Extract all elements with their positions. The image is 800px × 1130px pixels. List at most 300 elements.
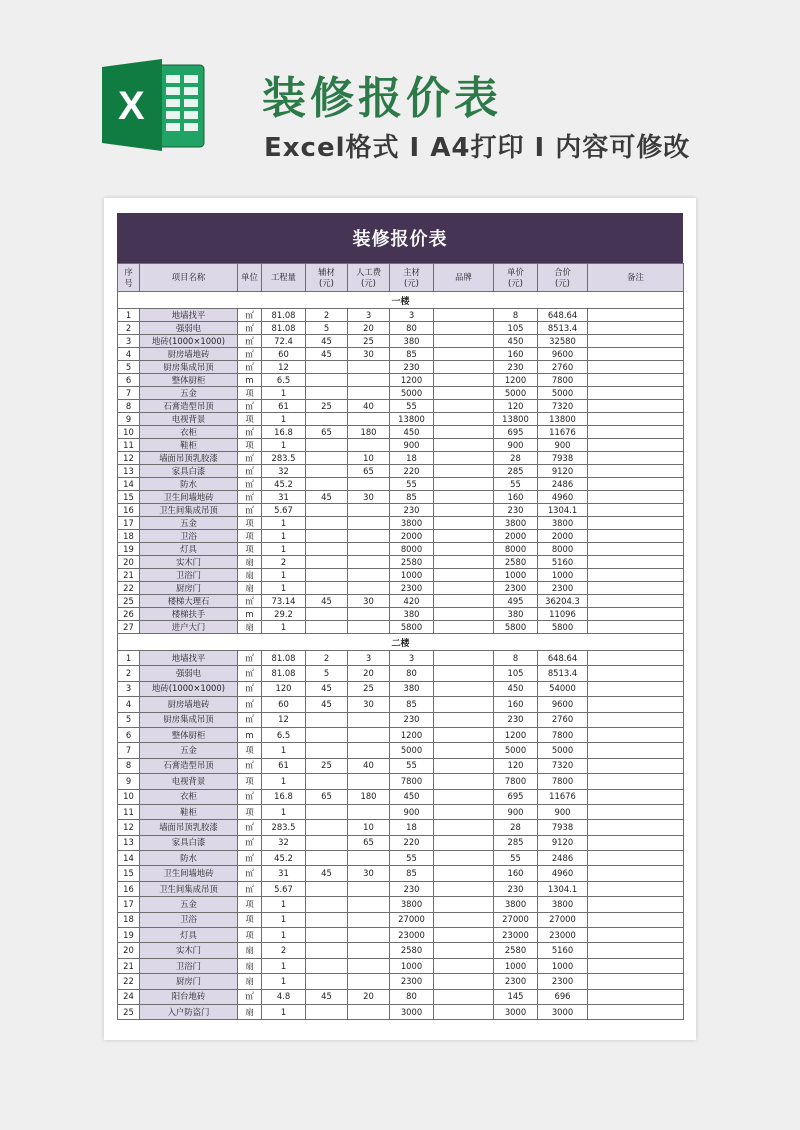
table-cell[interactable]: 28: [494, 820, 538, 835]
table-cell[interactable]: 18: [118, 530, 140, 543]
table-cell[interactable]: [306, 621, 348, 634]
table-cell[interactable]: 扇: [238, 569, 262, 582]
table-cell[interactable]: 卫生间墙地砖: [140, 866, 238, 881]
table-cell[interactable]: [348, 608, 390, 621]
table-cell[interactable]: 8000: [390, 543, 434, 556]
table-cell[interactable]: 7800: [494, 774, 538, 789]
table-cell[interactable]: [434, 681, 494, 696]
table-cell[interactable]: 扇: [238, 1004, 262, 1019]
table-cell[interactable]: [434, 387, 494, 400]
table-cell[interactable]: 1: [262, 517, 306, 530]
table-cell[interactable]: 80: [390, 322, 434, 335]
table-cell[interactable]: 扇: [238, 621, 262, 634]
table-cell[interactable]: 墙面吊顶乳胶漆: [140, 820, 238, 835]
table-cell[interactable]: 230: [494, 881, 538, 896]
table-cell[interactable]: [348, 543, 390, 556]
table-cell[interactable]: [588, 835, 684, 850]
table-cell[interactable]: [588, 897, 684, 912]
table-cell[interactable]: 9120: [538, 465, 588, 478]
table-cell[interactable]: 5: [306, 322, 348, 335]
table-cell[interactable]: [306, 374, 348, 387]
table-cell[interactable]: [434, 712, 494, 727]
table-cell[interactable]: 卫生间集成吊顶: [140, 881, 238, 896]
table-cell[interactable]: 6.5: [262, 727, 306, 742]
table-cell[interactable]: [588, 335, 684, 348]
table-cell[interactable]: 30: [348, 348, 390, 361]
table-cell[interactable]: 30: [348, 866, 390, 881]
table-cell[interactable]: [306, 743, 348, 758]
table-cell[interactable]: 22: [118, 974, 140, 989]
table-cell[interactable]: 五金: [140, 387, 238, 400]
table-cell[interactable]: [348, 974, 390, 989]
table-cell[interactable]: 20: [118, 943, 140, 958]
table-cell[interactable]: 10: [118, 426, 140, 439]
table-cell[interactable]: 3: [390, 309, 434, 322]
table-cell[interactable]: 1000: [538, 958, 588, 973]
table-cell[interactable]: ㎡: [238, 595, 262, 608]
table-cell[interactable]: 3800: [390, 517, 434, 530]
table-cell[interactable]: 420: [390, 595, 434, 608]
table-cell[interactable]: 21: [118, 958, 140, 973]
table-cell[interactable]: 14: [118, 851, 140, 866]
table-cell[interactable]: m: [238, 727, 262, 742]
table-cell[interactable]: 1304.1: [538, 881, 588, 896]
table-cell[interactable]: 80: [390, 666, 434, 681]
table-cell[interactable]: 2: [262, 943, 306, 958]
table-cell[interactable]: 17: [118, 897, 140, 912]
table-cell[interactable]: 地墙找平: [140, 651, 238, 666]
table-cell[interactable]: [588, 465, 684, 478]
table-cell[interactable]: 厨房集成吊顶: [140, 712, 238, 727]
table-cell[interactable]: 26: [118, 608, 140, 621]
table-cell[interactable]: 31: [262, 491, 306, 504]
table-cell[interactable]: [306, 727, 348, 742]
table-cell[interactable]: 220: [390, 835, 434, 850]
table-cell[interactable]: ㎡: [238, 478, 262, 491]
table-cell[interactable]: [306, 478, 348, 491]
table-cell[interactable]: 11096: [538, 608, 588, 621]
table-cell[interactable]: 2000: [390, 530, 434, 543]
table-cell[interactable]: [348, 504, 390, 517]
table-cell[interactable]: 五金: [140, 897, 238, 912]
table-cell[interactable]: 防水: [140, 478, 238, 491]
table-cell[interactable]: 9: [118, 413, 140, 426]
table-cell[interactable]: 8513.4: [538, 666, 588, 681]
table-cell[interactable]: 楼梯大理石: [140, 595, 238, 608]
table-cell[interactable]: 7800: [538, 774, 588, 789]
table-cell[interactable]: [434, 608, 494, 621]
table-cell[interactable]: 8: [494, 651, 538, 666]
table-cell[interactable]: 实木门: [140, 556, 238, 569]
table-cell[interactable]: 1000: [390, 569, 434, 582]
table-cell[interactable]: ㎡: [238, 851, 262, 866]
table-cell[interactable]: ㎡: [238, 465, 262, 478]
table-cell[interactable]: ㎡: [238, 361, 262, 374]
table-cell[interactable]: [434, 582, 494, 595]
table-cell[interactable]: [348, 556, 390, 569]
table-cell[interactable]: 3800: [538, 517, 588, 530]
table-cell[interactable]: [588, 820, 684, 835]
table-cell[interactable]: 16.8: [262, 426, 306, 439]
table-cell[interactable]: ㎡: [238, 666, 262, 681]
table-cell[interactable]: 2580: [494, 556, 538, 569]
table-cell[interactable]: 220: [390, 465, 434, 478]
table-cell[interactable]: 石膏造型吊顶: [140, 400, 238, 413]
table-cell[interactable]: 27000: [494, 912, 538, 927]
table-cell[interactable]: 5800: [390, 621, 434, 634]
table-cell[interactable]: [306, 517, 348, 530]
table-cell[interactable]: 900: [494, 804, 538, 819]
table-cell[interactable]: 3800: [538, 897, 588, 912]
table-cell[interactable]: 14: [118, 478, 140, 491]
table-cell[interactable]: 13800: [494, 413, 538, 426]
table-cell[interactable]: 2: [306, 651, 348, 666]
table-cell[interactable]: 1: [262, 912, 306, 927]
table-cell[interactable]: 696: [538, 989, 588, 1004]
table-cell[interactable]: 3800: [390, 897, 434, 912]
table-cell[interactable]: 40: [348, 400, 390, 413]
table-cell[interactable]: 卫生间集成吊顶: [140, 504, 238, 517]
table-cell[interactable]: 16.8: [262, 789, 306, 804]
table-cell[interactable]: ㎡: [238, 452, 262, 465]
table-cell[interactable]: [434, 912, 494, 927]
table-cell[interactable]: [588, 681, 684, 696]
table-cell[interactable]: [588, 569, 684, 582]
table-cell[interactable]: 5: [118, 712, 140, 727]
table-cell[interactable]: 45: [306, 989, 348, 1004]
table-cell[interactable]: 2300: [390, 974, 434, 989]
table-cell[interactable]: 18: [118, 912, 140, 927]
table-cell[interactable]: 5160: [538, 556, 588, 569]
table-cell[interactable]: 31: [262, 866, 306, 881]
table-cell[interactable]: 900: [538, 804, 588, 819]
table-cell[interactable]: [348, 478, 390, 491]
table-cell[interactable]: 85: [390, 491, 434, 504]
table-cell[interactable]: 380: [390, 335, 434, 348]
table-cell[interactable]: [306, 504, 348, 517]
table-cell[interactable]: 鞋柜: [140, 804, 238, 819]
table-cell[interactable]: [348, 743, 390, 758]
table-cell[interactable]: 五金: [140, 517, 238, 530]
table-cell[interactable]: [434, 943, 494, 958]
table-cell[interactable]: 2000: [494, 530, 538, 543]
table-cell[interactable]: [434, 666, 494, 681]
table-cell[interactable]: 7800: [538, 727, 588, 742]
table-cell[interactable]: [348, 439, 390, 452]
table-cell[interactable]: 卫浴门: [140, 958, 238, 973]
table-cell[interactable]: m: [238, 374, 262, 387]
table-cell[interactable]: [434, 758, 494, 773]
table-cell[interactable]: 阳台地砖: [140, 989, 238, 1004]
table-cell[interactable]: 4960: [538, 491, 588, 504]
table-cell[interactable]: 3800: [494, 897, 538, 912]
table-cell[interactable]: 180: [348, 789, 390, 804]
table-cell[interactable]: 卫浴: [140, 912, 238, 927]
table-cell[interactable]: 3: [348, 309, 390, 322]
table-cell[interactable]: 25: [306, 400, 348, 413]
table-cell[interactable]: [348, 727, 390, 742]
table-cell[interactable]: [306, 974, 348, 989]
table-cell[interactable]: 60: [262, 697, 306, 712]
table-cell[interactable]: [588, 361, 684, 374]
table-cell[interactable]: 1: [262, 413, 306, 426]
table-cell[interactable]: [588, 322, 684, 335]
table-cell[interactable]: 22: [118, 582, 140, 595]
table-cell[interactable]: 25: [118, 595, 140, 608]
table-cell[interactable]: [434, 426, 494, 439]
table-cell[interactable]: 1200: [494, 374, 538, 387]
table-cell[interactable]: m: [238, 608, 262, 621]
table-cell[interactable]: 5.67: [262, 504, 306, 517]
table-cell[interactable]: 65: [306, 789, 348, 804]
table-cell[interactable]: ㎡: [238, 989, 262, 1004]
table-cell[interactable]: 1: [262, 387, 306, 400]
table-cell[interactable]: 7: [118, 743, 140, 758]
table-cell[interactable]: ㎡: [238, 712, 262, 727]
table-cell[interactable]: 2: [262, 556, 306, 569]
table-cell[interactable]: 27000: [390, 912, 434, 927]
table-cell[interactable]: ㎡: [238, 820, 262, 835]
table-cell[interactable]: [588, 727, 684, 742]
table-cell[interactable]: 灯具: [140, 543, 238, 556]
table-cell[interactable]: [348, 881, 390, 896]
table-cell[interactable]: [588, 413, 684, 426]
table-cell[interactable]: [434, 697, 494, 712]
table-cell[interactable]: 1200: [494, 727, 538, 742]
table-cell[interactable]: 防水: [140, 851, 238, 866]
table-cell[interactable]: 项: [238, 912, 262, 927]
table-cell[interactable]: ㎡: [238, 504, 262, 517]
table-cell[interactable]: 145: [494, 989, 538, 1004]
table-cell[interactable]: ㎡: [238, 881, 262, 896]
table-cell[interactable]: 入户防盗门: [140, 1004, 238, 1019]
table-cell[interactable]: 13: [118, 465, 140, 478]
table-cell[interactable]: 厨房门: [140, 582, 238, 595]
table-cell[interactable]: 地墙找平: [140, 309, 238, 322]
table-cell[interactable]: 695: [494, 789, 538, 804]
table-cell[interactable]: [588, 426, 684, 439]
table-cell[interactable]: 7320: [538, 758, 588, 773]
table-cell[interactable]: [434, 866, 494, 881]
table-cell[interactable]: 81.08: [262, 322, 306, 335]
table-cell[interactable]: 5: [306, 666, 348, 681]
table-cell[interactable]: 7: [118, 387, 140, 400]
table-cell[interactable]: [348, 374, 390, 387]
table-cell[interactable]: [588, 866, 684, 881]
table-cell[interactable]: 65: [348, 835, 390, 850]
table-cell[interactable]: 230: [390, 712, 434, 727]
table-cell[interactable]: [434, 452, 494, 465]
table-cell[interactable]: 18: [390, 820, 434, 835]
table-cell[interactable]: 鞋柜: [140, 439, 238, 452]
table-cell[interactable]: 厨房墙地砖: [140, 348, 238, 361]
table-cell[interactable]: [588, 621, 684, 634]
table-cell[interactable]: 1000: [390, 958, 434, 973]
table-cell[interactable]: [434, 348, 494, 361]
table-cell[interactable]: 8000: [538, 543, 588, 556]
table-cell[interactable]: 85: [390, 697, 434, 712]
table-cell[interactable]: 1: [262, 1004, 306, 1019]
table-cell[interactable]: 项: [238, 897, 262, 912]
table-cell[interactable]: 648.64: [538, 651, 588, 666]
table-cell[interactable]: [434, 958, 494, 973]
table-cell[interactable]: [306, 912, 348, 927]
table-cell[interactable]: 9600: [538, 697, 588, 712]
table-cell[interactable]: 2486: [538, 851, 588, 866]
table-cell[interactable]: 495: [494, 595, 538, 608]
table-cell[interactable]: 32: [262, 835, 306, 850]
table-cell[interactable]: 8000: [494, 543, 538, 556]
table-cell[interactable]: 扇: [238, 556, 262, 569]
table-cell[interactable]: 1: [262, 743, 306, 758]
table-cell[interactable]: 120: [262, 681, 306, 696]
table-cell[interactable]: 2300: [494, 974, 538, 989]
table-cell[interactable]: [434, 621, 494, 634]
table-cell[interactable]: 强弱电: [140, 666, 238, 681]
table-cell[interactable]: 1000: [494, 569, 538, 582]
table-cell[interactable]: 45.2: [262, 851, 306, 866]
table-cell[interactable]: ㎡: [238, 335, 262, 348]
table-cell[interactable]: [588, 804, 684, 819]
table-cell[interactable]: 230: [390, 361, 434, 374]
table-cell[interactable]: 11676: [538, 426, 588, 439]
table-cell[interactable]: 卫浴: [140, 530, 238, 543]
table-cell[interactable]: 2: [306, 309, 348, 322]
table-cell[interactable]: 5000: [390, 387, 434, 400]
table-cell[interactable]: 项: [238, 774, 262, 789]
table-cell[interactable]: 55: [390, 851, 434, 866]
table-cell[interactable]: 12: [262, 712, 306, 727]
table-cell[interactable]: [434, 974, 494, 989]
table-cell[interactable]: [348, 958, 390, 973]
table-cell[interactable]: 2760: [538, 361, 588, 374]
table-cell[interactable]: [434, 651, 494, 666]
table-cell[interactable]: [434, 465, 494, 478]
table-cell[interactable]: [434, 820, 494, 835]
table-cell[interactable]: 160: [494, 697, 538, 712]
table-cell[interactable]: [306, 387, 348, 400]
table-cell[interactable]: [306, 774, 348, 789]
table-cell[interactable]: [588, 595, 684, 608]
table-cell[interactable]: 11: [118, 804, 140, 819]
table-cell[interactable]: 电视背景: [140, 774, 238, 789]
table-cell[interactable]: 10: [348, 452, 390, 465]
table-cell[interactable]: [434, 491, 494, 504]
table-cell[interactable]: [306, 1004, 348, 1019]
table-cell[interactable]: [348, 774, 390, 789]
table-cell[interactable]: 45: [306, 348, 348, 361]
table-cell[interactable]: [434, 361, 494, 374]
table-cell[interactable]: [434, 439, 494, 452]
table-cell[interactable]: 衣柜: [140, 426, 238, 439]
table-cell[interactable]: [588, 789, 684, 804]
table-cell[interactable]: ㎡: [238, 789, 262, 804]
table-cell[interactable]: [306, 881, 348, 896]
table-cell[interactable]: 7800: [538, 374, 588, 387]
table-cell[interactable]: 3800: [494, 517, 538, 530]
table-cell[interactable]: [588, 452, 684, 465]
table-cell[interactable]: 55: [390, 400, 434, 413]
table-cell[interactable]: 900: [390, 804, 434, 819]
table-cell[interactable]: [434, 530, 494, 543]
table-cell[interactable]: 27000: [538, 912, 588, 927]
table-cell[interactable]: 450: [390, 789, 434, 804]
table-cell[interactable]: 72.4: [262, 335, 306, 348]
table-cell[interactable]: [348, 530, 390, 543]
table-cell[interactable]: 36204.3: [538, 595, 588, 608]
table-cell[interactable]: 5160: [538, 943, 588, 958]
table-cell[interactable]: 衣柜: [140, 789, 238, 804]
table-cell[interactable]: 2000: [538, 530, 588, 543]
table-cell[interactable]: [306, 958, 348, 973]
table-cell[interactable]: 厨房墙地砖: [140, 697, 238, 712]
table-cell[interactable]: [348, 387, 390, 400]
table-cell[interactable]: [434, 517, 494, 530]
table-cell[interactable]: 73.14: [262, 595, 306, 608]
table-cell[interactable]: 3000: [538, 1004, 588, 1019]
table-cell[interactable]: 5.67: [262, 881, 306, 896]
table-cell[interactable]: 进户大门: [140, 621, 238, 634]
table-cell[interactable]: 5000: [390, 743, 434, 758]
table-cell[interactable]: [588, 608, 684, 621]
table-cell[interactable]: 25: [348, 681, 390, 696]
table-cell[interactable]: 9600: [538, 348, 588, 361]
table-cell[interactable]: 6.5: [262, 374, 306, 387]
table-cell[interactable]: 45: [306, 335, 348, 348]
table-cell[interactable]: [434, 804, 494, 819]
table-cell[interactable]: 1: [262, 974, 306, 989]
table-cell[interactable]: [348, 361, 390, 374]
table-cell[interactable]: 180: [348, 426, 390, 439]
table-cell[interactable]: 7320: [538, 400, 588, 413]
table-cell[interactable]: 380: [494, 608, 538, 621]
table-cell[interactable]: 61: [262, 758, 306, 773]
table-cell[interactable]: 项: [238, 413, 262, 426]
table-cell[interactable]: [348, 943, 390, 958]
table-cell[interactable]: 卫生间墙地砖: [140, 491, 238, 504]
table-cell[interactable]: 20: [348, 666, 390, 681]
table-cell[interactable]: [348, 1004, 390, 1019]
table-cell[interactable]: [306, 943, 348, 958]
table-cell[interactable]: ㎡: [238, 866, 262, 881]
table-cell[interactable]: 450: [494, 335, 538, 348]
table-cell[interactable]: [348, 621, 390, 634]
table-cell[interactable]: 16: [118, 881, 140, 896]
table-cell[interactable]: 105: [494, 322, 538, 335]
table-cell[interactable]: [588, 556, 684, 569]
table-cell[interactable]: 695: [494, 426, 538, 439]
table-cell[interactable]: [348, 712, 390, 727]
table-cell[interactable]: [588, 504, 684, 517]
table-cell[interactable]: [306, 804, 348, 819]
table-cell[interactable]: [434, 543, 494, 556]
table-cell[interactable]: 8: [118, 400, 140, 413]
table-cell[interactable]: 25: [118, 1004, 140, 1019]
table-cell[interactable]: [348, 582, 390, 595]
table-cell[interactable]: [588, 582, 684, 595]
table-cell[interactable]: [306, 465, 348, 478]
table-cell[interactable]: 32: [262, 465, 306, 478]
table-cell[interactable]: 4960: [538, 866, 588, 881]
table-cell[interactable]: 65: [348, 465, 390, 478]
table-cell[interactable]: [588, 666, 684, 681]
table-cell[interactable]: 4: [118, 697, 140, 712]
table-cell[interactable]: 项: [238, 387, 262, 400]
table-cell[interactable]: [306, 413, 348, 426]
table-cell[interactable]: 4: [118, 348, 140, 361]
table-cell[interactable]: ㎡: [238, 681, 262, 696]
table-cell[interactable]: 1200: [390, 374, 434, 387]
